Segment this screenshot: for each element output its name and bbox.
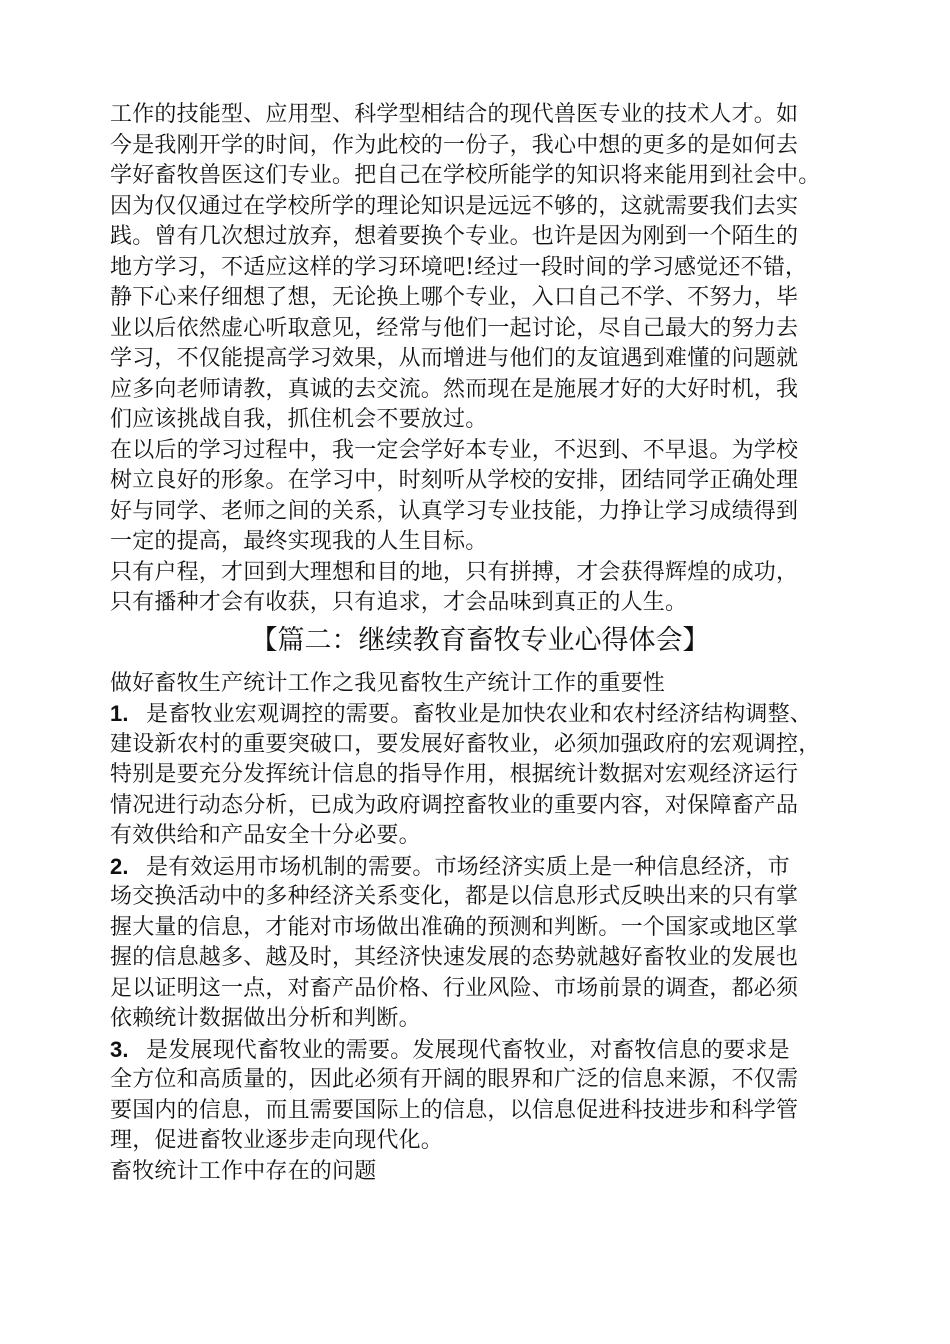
item-text: 是发展现代畜牧业的需要。发展现代畜牧业，对畜牧信息的要求是	[146, 1037, 790, 1063]
text-line: 应多向老师请教，真诚的去交流。然而现在是施展才好的大好时机，我	[110, 376, 799, 402]
text-line: 地方学习，不适应这样的学习环境吧!经过一段时间的学习感觉还不错，	[110, 254, 808, 280]
intro-line: 做好畜牧生产统计工作之我见畜牧生产统计工作的重要性	[110, 670, 666, 696]
section-heading: 【篇二：继续教育畜牧专业心得体会】	[250, 624, 710, 656]
text-line: 全方位和高质量的，因此必须有开阔的眼界和广泛的信息来源，不仅需	[110, 1067, 799, 1092]
text-line: 践。曾有几次想过放弃，想着要换个专业。也许是因为刚到一个陌生的	[110, 224, 799, 249]
text-line: 们应该挑战自我，抓住机会不要放过。	[110, 407, 488, 432]
list-item-3	[110, 1035, 850, 1157]
text-line: 有效供给和产品安全十分必要。	[110, 823, 421, 848]
item-number: 3.	[110, 1036, 129, 1062]
text-line: 因为仅仅通过在学校所学的理论知识是远远不够的，这就需要我们去实	[110, 193, 799, 219]
text-line: 场交换活动中的多种经济关系变化，都是以信息形式反映出来的只有掌	[110, 884, 799, 909]
text-line: 今是我刚开学的时间，作为此校的一份子，我心中想的更多的是如何去	[110, 132, 799, 158]
text-line: 建设新农村的重要突破口，要发展好畜牧业，必须加强政府的宏观调控，	[110, 731, 821, 757]
item-number: 2.	[110, 853, 129, 879]
text-line: 学好畜牧兽医这们专业。把自己在学校所能学的知识将来能用到社会中。	[110, 163, 821, 188]
item-number: 1.	[110, 701, 129, 726]
text-line: 握大量的信息，才能对市场做出准确的预测和判断。一个国家或地区掌	[110, 914, 799, 940]
text-line: 足以证明这一点，对畜产品价格、行业风险、市场前景的调查，都必须	[110, 975, 799, 1001]
text-line	[110, 1035, 850, 1066]
text-line: 好与同学、老师之间的关系，认真学习专业技能，力挣让学习成绩得到	[110, 498, 799, 524]
text-line: 依赖统计数据做出分析和判断。	[110, 1006, 421, 1031]
paragraph-motto	[110, 558, 850, 619]
paragraph-future-plan	[110, 436, 850, 558]
text-line	[110, 699, 850, 730]
list-item-1	[110, 699, 850, 852]
text-line: 只有播种才会有收获，只有追求，才会品味到真正的人生。	[110, 590, 688, 615]
text-line: 情况进行动态分析，已成为政府调控畜牧业的重要内容，对保障畜产品	[110, 792, 799, 818]
text-line	[110, 852, 850, 883]
text-line: 要国内的信息，而且需要国际上的信息，以信息促进科技进步和科学管	[110, 1097, 799, 1123]
document-page	[110, 100, 850, 1187]
item-text: 是畜牧业宏观调控的需要。畜牧业是加快农业和农村经济结构调整、	[146, 702, 813, 727]
text-line: 一定的提高，最终实现我的人生目标。	[110, 529, 488, 554]
text-line: 握的信息越多、越及时，其经济快速发展的态势就越好畜牧业的发展也	[110, 945, 799, 970]
text-line: 特别是要充分发挥统计信息的指导作用，根据统计数据对宏观经济运行	[110, 762, 799, 787]
text-line: 工作的技能型、应用型、科学型相结合的现代兽医专业的技术人才。如	[110, 102, 799, 127]
text-line: 学习，不仅能提高学习效果，从而增进与他们的友谊遇到难懂的问题就	[110, 346, 799, 371]
text-line: 静下心来仔细想了想，无论换上哪个专业，入口自己不学、不努力，毕	[110, 285, 799, 310]
text-line: 只有户程，才回到大理想和目的地，只有拼搏，才会获得辉煌的成功，	[110, 559, 799, 585]
paragraph-study-reflection	[110, 100, 850, 436]
text-line: 业以后依然虚心听取意见，经常与他们一起讨论，尽自己最大的努力去	[110, 315, 799, 341]
text-line: 理，促进畜牧业逐步走向现代化。	[110, 1128, 444, 1153]
closing-line: 畜牧统计工作中存在的问题	[110, 1158, 377, 1184]
item-text: 是有效运用市场机制的需要。市场经济实质上是一种信息经济，市	[146, 854, 790, 880]
text-line: 在以后的学习过程中，我一定会学好本专业，不迟到、不早退。为学校	[110, 437, 799, 463]
text-line: 树立良好的形象。在学习中，时刻听从学校的安排，团结同学正确处理	[110, 468, 799, 493]
list-item-2	[110, 852, 850, 1035]
